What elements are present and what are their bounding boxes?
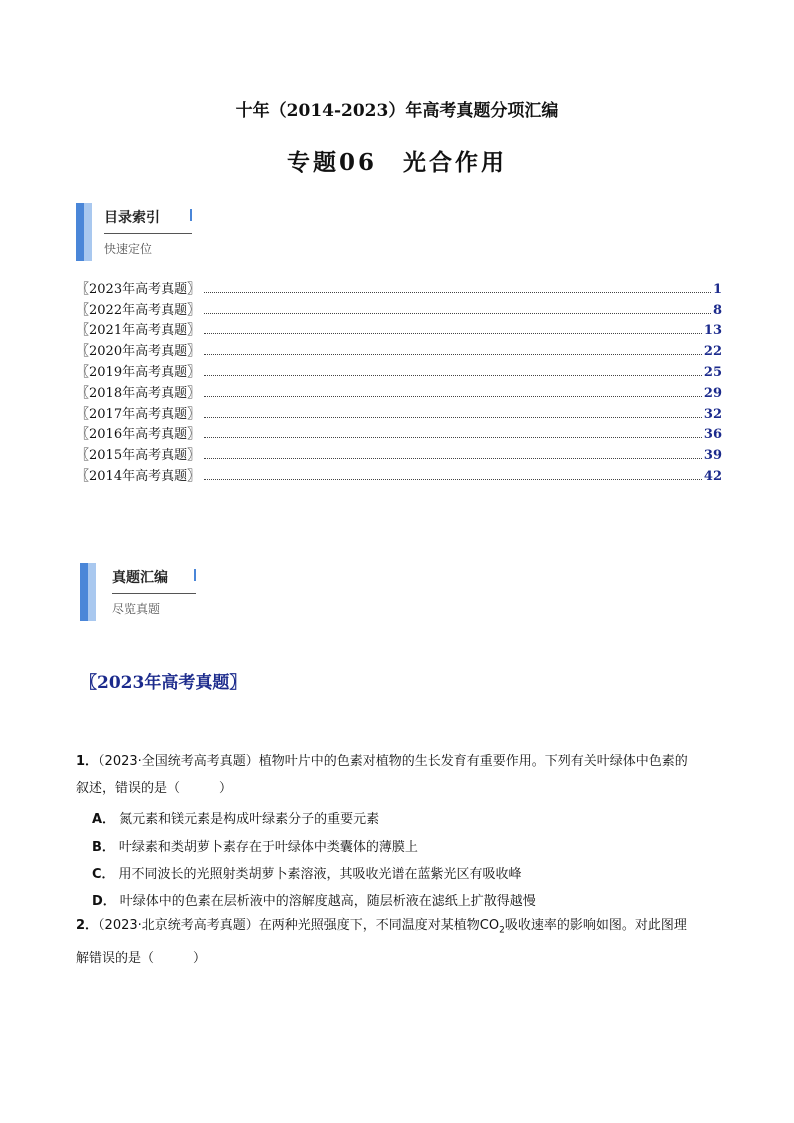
option-letter: D． [92, 894, 116, 909]
toc-leader-dots [204, 312, 711, 314]
questions-section-subtitle: 尽览真题 [112, 602, 161, 616]
option-c[interactable] [92, 863, 522, 882]
option-d[interactable] [92, 890, 536, 909]
question-2-line-1 [76, 912, 736, 945]
question-2-stem-a: （2023·北京统考高考真题）在两种光照强度下，不同温度对某植物 [98, 918, 480, 933]
toc-row[interactable] [76, 422, 722, 443]
toc-leader-dots [204, 416, 702, 418]
option-text: 氮元素和镁元素是构成叶绿素分子的重要元素 [119, 812, 380, 827]
toc-leader-dots [204, 436, 702, 438]
toc-page-number: 22 [703, 344, 722, 360]
toc-label: 〖2022年高考真题〗 [76, 302, 201, 318]
co2-subscript: 2 [499, 925, 505, 936]
question-1 [76, 748, 736, 802]
year-heading: 〖2023年高考真题〗 [80, 673, 247, 693]
question-number: 2． [76, 918, 99, 933]
index-section-subtitle: 快速定位 [104, 242, 153, 256]
section-tick-mark [190, 209, 192, 221]
option-text: 叶绿素和类胡萝卜素存在于叶绿体中类囊体的薄膜上 [118, 840, 418, 855]
question-2-stem-b: 吸收速率的影响如图。对此图理 [504, 918, 687, 933]
option-letter: B． [92, 840, 115, 855]
table-of-contents [76, 276, 722, 484]
document-title: 十年（2014-2023）年高考真题分项汇编 [235, 101, 559, 121]
toc-page-number: 39 [703, 448, 722, 464]
toc-leader-dots [204, 457, 702, 459]
toc-row[interactable] [76, 297, 722, 318]
toc-leader-dots [204, 374, 702, 376]
index-section-header [76, 203, 216, 261]
question-2 [76, 912, 736, 972]
toc-page-number: 25 [703, 364, 722, 380]
toc-row[interactable] [76, 442, 722, 463]
option-letter: A． [92, 812, 116, 827]
question-1-line-2: 叙述，错误的是（ ） [76, 781, 233, 796]
document-subtitle: 专题06 光合作用 [286, 149, 507, 176]
toc-label: 〖2020年高考真题〗 [76, 344, 201, 360]
section-tick-mark [194, 569, 196, 581]
question-2-line-2: 解错误的是（ ） [76, 950, 207, 966]
toc-label: 〖2014年高考真题〗 [76, 468, 201, 484]
toc-label: 〖2021年高考真题〗 [76, 323, 201, 339]
toc-leader-dots [204, 291, 711, 293]
co2-formula [479, 918, 505, 936]
toc-label: 〖2023年高考真题〗 [76, 281, 201, 297]
section-bar [80, 563, 88, 621]
question-1-line-1 [76, 748, 736, 775]
toc-page-number: 42 [703, 468, 722, 484]
toc-row[interactable] [76, 380, 722, 401]
option-b[interactable] [92, 836, 418, 855]
toc-page-number: 8 [712, 302, 722, 318]
toc-page-number: 1 [712, 281, 722, 297]
question-number: 1． [76, 754, 99, 769]
toc-label: 〖2019年高考真题〗 [76, 364, 201, 380]
toc-leader-dots [204, 332, 702, 334]
toc-row[interactable] [76, 338, 722, 359]
option-text: 用不同波长的光照射类胡萝卜素溶液，其吸收光谱在蓝紫光区有吸收峰 [118, 867, 522, 882]
questions-section-header [80, 563, 220, 621]
question-1-stem: （2023·全国统考高考真题）植物叶片中的色素对植物的生长发育有重要作用。下列有关叶绿体中色素的 [98, 754, 688, 769]
toc-page-number: 29 [703, 385, 722, 401]
section-bar-light [84, 203, 92, 261]
toc-leader-dots [204, 353, 702, 355]
toc-label: 〖2017年高考真题〗 [76, 406, 201, 422]
index-section-title: 目录索引 [104, 210, 160, 226]
toc-row[interactable] [76, 359, 722, 380]
section-bar [76, 203, 84, 261]
section-divider [104, 233, 192, 234]
toc-label: 〖2016年高考真题〗 [76, 427, 201, 443]
section-divider [112, 593, 196, 594]
toc-page-number: 32 [703, 406, 722, 422]
toc-row[interactable] [76, 318, 722, 339]
option-text: 叶绿体中的色素在层析液中的溶解度越高，随层析液在滤纸上扩散得越慢 [119, 894, 536, 909]
toc-leader-dots [204, 395, 702, 397]
toc-page-number: 13 [703, 323, 722, 339]
toc-label: 〖2015年高考真题〗 [76, 448, 201, 464]
option-a[interactable] [92, 808, 379, 827]
option-letter: C． [92, 867, 115, 882]
toc-page-number: 36 [703, 427, 722, 443]
toc-leader-dots [204, 478, 702, 480]
section-bar-light [88, 563, 96, 621]
toc-row[interactable] [76, 276, 722, 297]
questions-section-title: 真题汇编 [112, 570, 168, 586]
toc-row[interactable] [76, 463, 722, 484]
toc-row[interactable] [76, 401, 722, 422]
co2-text: CO [479, 918, 500, 933]
toc-label: 〖2018年高考真题〗 [76, 385, 201, 401]
